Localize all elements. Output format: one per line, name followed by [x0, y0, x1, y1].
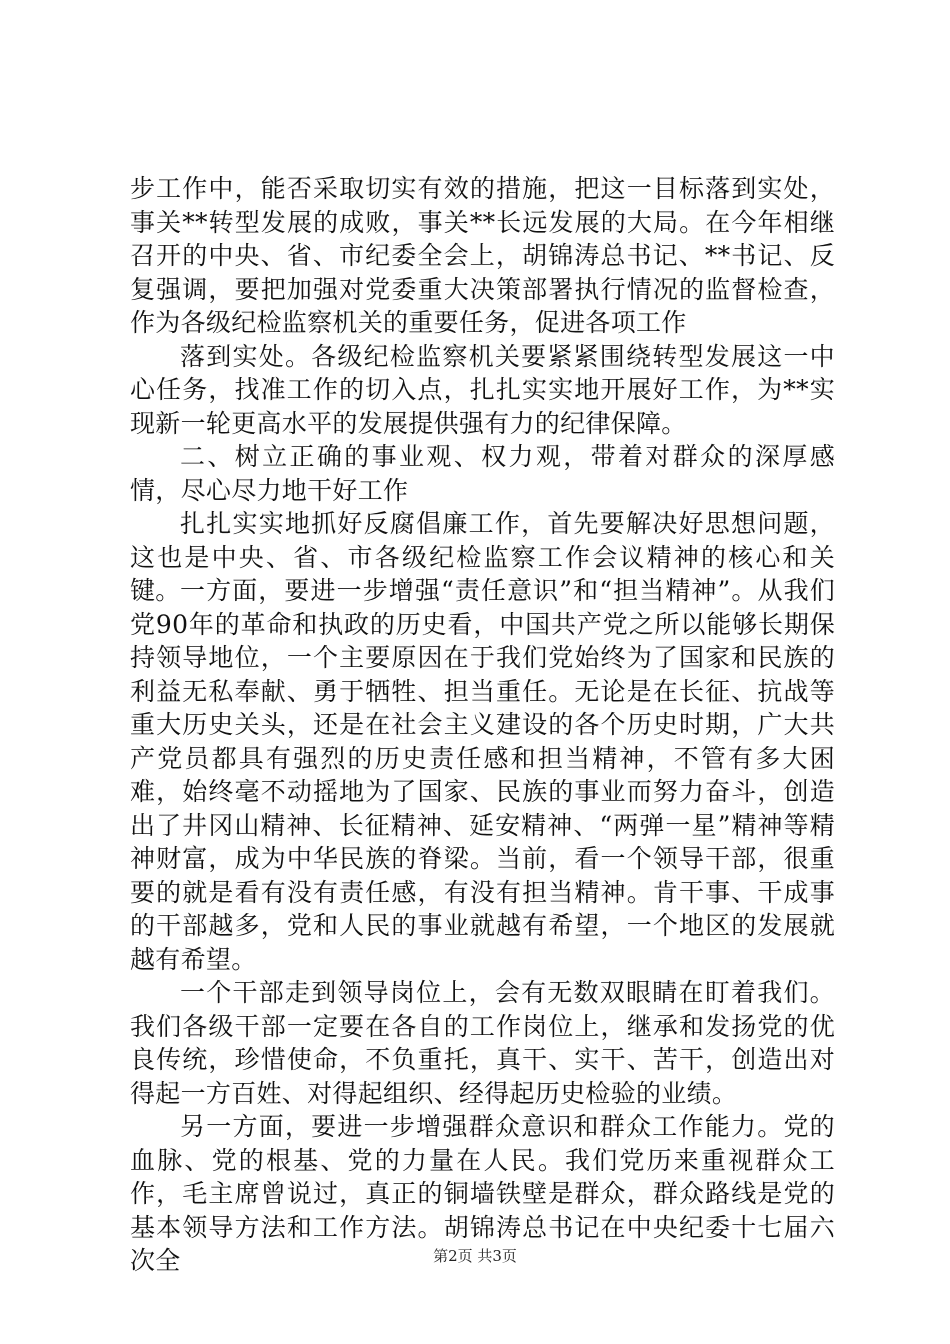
paragraph: 一个干部走到领导岗位上，会有无数双眼睛在盯着我们。我们各级干部一定要在各自的工作岗位上，继承和发扬党的优良传统，珍惜使命，不负重托，真干、实干、苦干，创造出对得起一方百姓、对得起组织、经得起历史检验的业绩。: [130, 978, 835, 1108]
paragraph: 另一方面，要进一步增强群众意识和群众工作能力。党的血脉、党的根基、党的力量在人民。我们党历来重视群众工作，毛主席曾说过，真正的铜墙铁壁是群众，群众路线是党的基本领导方法和工作方法。胡锦涛总书记在中央纪委十七届六次全: [130, 1112, 835, 1275]
paragraph: 步工作中，能否采取切实有效的措施，把这一目标落到实处，事关**转型发展的成败，事关**长远发展的大局。在今年相继召开的中央、省、市纪委全会上，胡锦涛总书记、**书记、反复强调，要把加强对党委重大决策部署执行情况的监督检查，作为各级纪检监察机关的重要任务，促进各项工作: [130, 174, 835, 337]
paragraph: 落到实处。各级纪检监察机关要紧紧围绕转型发展这一中心任务，找准工作的切入点，扎扎实实地开展好工作，为**实现新一轮更高水平的发展提供强有力的纪律保障。: [130, 341, 835, 438]
section-heading: 二、树立正确的事业观、权力观，带着对群众的深厚感情，尽心尽力地干好工作: [130, 442, 835, 505]
page-number-footer: 第2页 共3页: [433, 1247, 517, 1265]
paragraph: 一方面，要进一步增强“责任意识”和“担当精神”。从我们党90年的革命和执政的历史看，中国共产党之所以能够长期保持领导地位，一个主要原因在于我们党始终为了国家和民族的利益无私奉献、勇于牺牲、担当重任。无论是在长征、抗战等重大历史关头，还是在社会主义建设的各个历史时期，广大共产党员都具有强烈的历史责任感和担当精神，不管有多大困难，始终毫不动摇地为了国家、民族的事业而努力奋斗，创造出了井冈山精神、长征精神、延安精神、“两弹一星”精神等精神财富，成为中华民族的脊梁。当前，看一个领导干部，很重要的就是看有没有责任感，有没有担当精神。肯干事、干成事的干部越多，党和人民的事业就越有希望，一个地区的发展就越有希望。: [130, 576, 835, 974]
paragraph: 扎扎实实地抓好反腐倡廉工作，首先要解决好思想问题，这也是中央、省、市各级纪检监察工作会议精神的核心和关键。: [130, 509, 835, 605]
body-text-block-upper: [130, 172, 835, 608]
body-text-block-lower: [130, 574, 835, 1278]
